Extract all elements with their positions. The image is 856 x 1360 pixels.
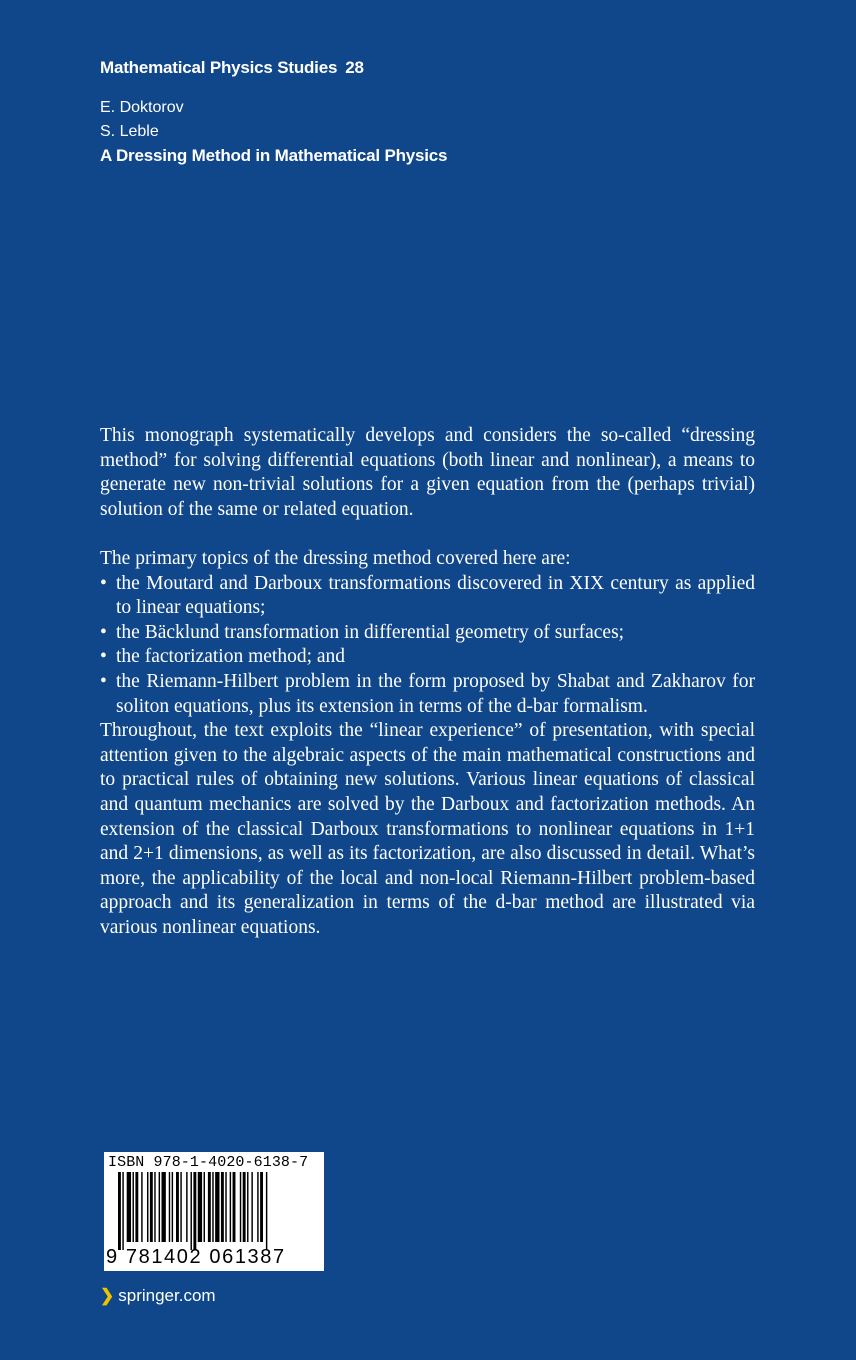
series-heading (100, 58, 364, 78)
barcode-bar (251, 1172, 252, 1242)
list-item: • the Moutard and Darboux transformations discovered in XIX century as applied to linear equations; (100, 572, 755, 621)
barcode-bar (240, 1172, 241, 1242)
isbn-barcode (104, 1152, 324, 1271)
barcode-bar (122, 1172, 123, 1250)
barcode-bar (176, 1172, 179, 1242)
barcode-bar (127, 1172, 131, 1242)
author-block (100, 96, 447, 168)
barcode-bar (141, 1172, 142, 1242)
barcode-bar (154, 1172, 155, 1242)
publisher-url: springer.com (118, 1286, 216, 1305)
barcode-bar (147, 1172, 148, 1242)
barcode-bars (118, 1172, 314, 1250)
barcode-bar (191, 1172, 192, 1250)
barcode-bar (204, 1172, 205, 1242)
barcode-bar (215, 1172, 219, 1242)
topics-intro: The primary topics of the dressing method covered here are: (100, 547, 571, 569)
publisher-link[interactable] (100, 1286, 216, 1306)
list-item: • the factorization method; and (100, 645, 755, 670)
barcode-bar (118, 1172, 121, 1250)
topics-list (100, 572, 755, 720)
barcode-bar (193, 1172, 196, 1250)
barcode-bar (135, 1172, 138, 1242)
barcode-bar (225, 1172, 226, 1242)
barcode-bar (159, 1172, 160, 1242)
barcode-bar (233, 1172, 236, 1242)
barcode-bar (198, 1172, 202, 1242)
barcode-bar (150, 1172, 153, 1242)
series-number: 28 (345, 58, 364, 77)
barcode-digits: 9 781402 061387 (106, 1246, 286, 1268)
author-name: S. Leble (100, 123, 159, 140)
book-title: A Dressing Method in Mathematical Physics (100, 146, 448, 165)
barcode-bar (221, 1172, 224, 1242)
barcode-bar (162, 1172, 166, 1242)
barcode-bar (172, 1172, 173, 1242)
barcode-bar (243, 1172, 246, 1242)
topics-section (100, 547, 755, 719)
barcode-bar (180, 1172, 181, 1242)
list-item: • the Riemann-Hilbert problem in the form proposed by Shabat and Zakharov for soliton equations, plus its extension in terms of the d-bar formalism. (100, 670, 755, 719)
list-item: • the Bäcklund transformation in differential geometry of surfaces; (100, 621, 755, 646)
barcode-bar (230, 1172, 231, 1242)
barcode-bar (257, 1172, 258, 1242)
isbn-label: ISBN 978-1-4020-6138-7 (108, 1154, 309, 1171)
series-name: Mathematical Physics Studies (100, 58, 338, 77)
author-name: E. Doktorov (100, 99, 184, 116)
barcode-bar (208, 1172, 211, 1242)
barcode-bar (133, 1172, 134, 1242)
chevron-right-icon: ❯ (100, 1286, 115, 1305)
barcode-bar (247, 1172, 248, 1242)
description-paragraph: Throughout, the text exploits the “linear experience” of presentation, with special attention given to the algebraic aspects of the main mathematical constructions and to practical rules of obtaining new solutions. Various linear equations of classical and quantum mechanics are solved by the Darboux and factorization methods. An extension of the classical Darboux transformations to nonlinear equations in 1+1 and 2+1 dimensions, as well as its factorization, are also discussed in detail. What’s more, the applicability of the local and non-local Riemann-Hilbert problem-based approach and its generalization in terms of the d-bar method are illustrated via various nonlinear equations. (100, 720, 755, 938)
description-paragraph: This monograph systematically develops and considers the so-called “dressing method” for solving differential equations (both linear and nonlinear), a means to generate new non-trivial solutions for a given equation from the (perhaps trivial) solution of the same or related equation. (100, 425, 755, 520)
barcode-bar (169, 1172, 170, 1242)
barcode-bar (212, 1172, 213, 1242)
barcode-bar (260, 1172, 263, 1242)
book-description (100, 424, 755, 940)
barcode-bar (186, 1172, 187, 1242)
barcode-bar (266, 1172, 267, 1250)
